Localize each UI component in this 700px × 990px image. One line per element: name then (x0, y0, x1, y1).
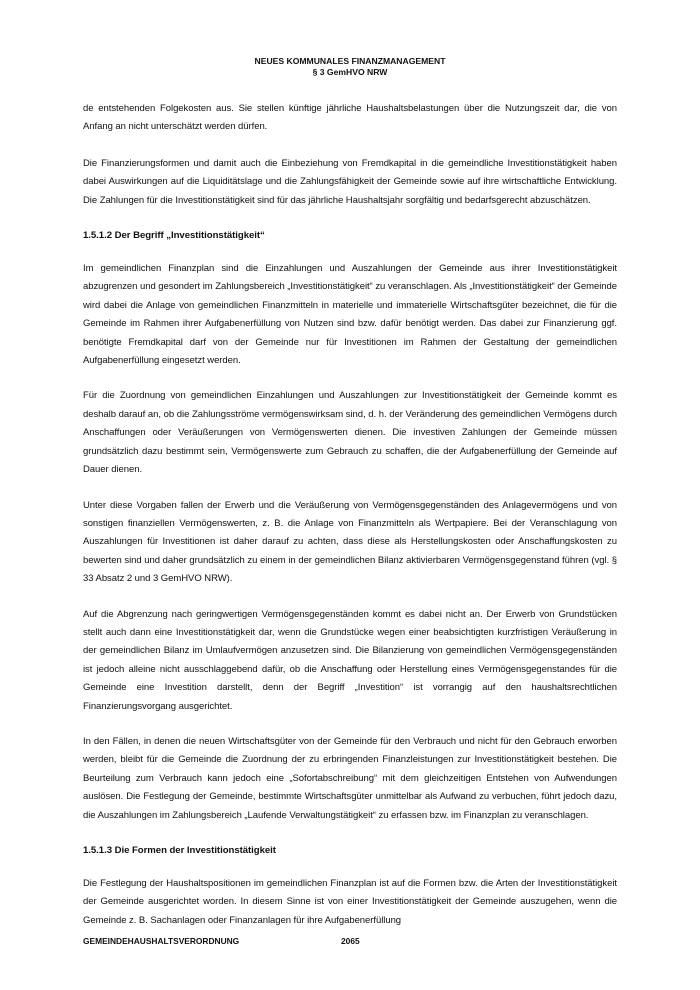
page-number: 2065 (341, 936, 360, 946)
paragraph-4: Für die Zuordnung von gemeindlichen Einzahlungen und Auszahlungen zur Investitionstätigkeit der Gemeinde kommt es deshalb darauf an, ob die Zahlungsströme vermögenswirksam sind, d. h. der Veränderung des gemeindlichen Vermögens durch Anschaffungen oder Veräußerungen von Vermögenswerten dienen. Die investiven Zahlungen der Gemeinde müssen grundsätzlich dazu bestimmt sein, Vermögenswerte zum Gebrauch zu schaffen, die der Aufgabenerfüllung der Gemeinde auf Dauer dienen. (83, 390, 617, 476)
paragraph-2: Die Finanzierungsformen und damit auch die Einbeziehung von Fremdkapital in die gemeindliche Investitionstätigkeit haben dabei Auswirkungen auf die Liquiditätslage und die Zahlungsfähigkeit der Gemeinde sowie auf ihre wirtschaftliche Entwicklung. Die Zahlungen für die Investitionstätigkeit sind für das jährliche Haushaltsjahr sorgfältig und bedarfsgerecht abzuschätzen. (83, 157, 617, 206)
section-heading-1-5-1-3: 1.5.1.3 Die Formen der Investitionstätigkeit (83, 845, 276, 856)
page-body (83, 100, 617, 947)
paragraph-8: Die Festlegung der Haushaltspositionen im gemeindlichen Finanzplan ist auf die Formen bzw. die Arten der Investitionstätigkeit der Gemeinde ausgerichtet worden. In diesem Sinne ist von einer Investitionstätigkeit der Gemeinde auszugehen, wenn die Gemeinde z. B. Sachanlagen oder Finanzanlagen für ihre Aufgabenerfüllung (83, 878, 617, 926)
paragraph-6: Auf die Abgrenzung nach geringwertigen Vermögensgegenständen kommt es dabei nicht an. Der Erwerb von Grundstücken stellt auch dann eine Investitionstätigkeit dar, wenn die Grundstücke wegen einer beabsichtigten kurzfristigen Veräußerung in der gemeindlichen Bilanz im Umlaufvermögen anzusetzen sind. Die Bilanzierung von gemeindlichen Vermögensgegenständen ist jedoch alleine nicht ausschlaggebend dafür, ob die Anschaffung oder Herstellung eines Vermögensgegenstandes für die Gemeinde eine Investition darstellt, denn der Begriff „Investition“ ist vorrangig auf den haushaltsrechtlichen Finanzierungsvorgang ausgerichtet. (83, 608, 617, 712)
header-title: NEUES KOMMUNALES FINANZMANAGEMENT (254, 56, 446, 66)
paragraph-7: In den Fällen, in denen die neuen Wirtschaftsgüter von der Gemeinde für den Verbrauch und nicht für den Gebrauch erworben werden, bleibt für die Gemeinde die Zuordnung der zu erbringenden Finanzleistungen zur Investitionstätigkeit bestehen. Die Beurteilung zum Verbrauch kann jedoch eine „Sofortabschreibung“ mit dem gleichzeitigen Entstehen von Aufwendungen auslösen. Die Festlegung der Gemeinde, bestimmte Wirtschaftsgüter unmittelbar als Aufwand zu verbuchen, führt jedoch dazu, die Auszahlungen im Zahlungsbereich „Laufende Verwaltungstätigkeit“ zu erfassen bzw. im Finanzplan zu veranschlagen. (83, 735, 617, 821)
paragraph-1: de entstehenden Folgekosten aus. Sie stellen künftige jährliche Haushaltsbelastungen über die Nutzungszeit dar, die von Anfang an nicht unterschätzt werden dürfen. (83, 103, 617, 133)
paragraph-5: Unter diese Vorgaben fallen der Erwerb und die Veräußerung von Vermögensgegenständen des Anlagevermögens und von sonstigen finanziellen Vermögenswerten, z. B. die Anlage von Finanzmitteln als Wertpapiere. Bei der Veranschlagung von Auszahlungen für Investitionen ist daher darauf zu achten, dass diese als Herstellungskosten oder Anschaffungskosten zu bewerten sind und daher grundsätzlich zu einem in der gemeindlichen Bilanz aktivierbaren Vermögensgegenstand führen (vgl. § 33 Absatz 2 und 3 GemHVO NRW). (83, 499, 617, 585)
footer-title: GEMEINDEHAUSHALTSVERORDNUNG (83, 936, 240, 946)
paragraph-3: Im gemeindlichen Finanzplan sind die Einzahlungen und Auszahlungen der Gemeinde aus ihrer Investitionstätigkeit abzugrenzen und gesondert im Zahlungsbereich „Investitionstätigkeit“ zu veranschlagen. Als „Investitionstätigkeit“ der Gemeinde wird dabei die Anlage von gemeindlichen Finanzmitteln in materielle und immaterielle Wirtschaftsgüter bezeichnet, die für die Gemeinde im Rahmen ihrer Aufgabenerfüllung von Nutzen sind bzw. dafür benötigt werden. Das dabei zur Finanzierung ggf. benötigte Fremdkapital darf von der Gemeinde nur für Investitionen im Rahmen der Gestaltung der gemeindlichen Aufgabenerfüllung eingesetzt werden. (83, 263, 617, 367)
header-subtitle: § 3 GemHVO NRW (312, 67, 388, 77)
section-heading-1-5-1-2: 1.5.1.2 Der Begriff „Investitionstätigkeit“ (83, 230, 265, 242)
page-header (0, 56, 700, 78)
